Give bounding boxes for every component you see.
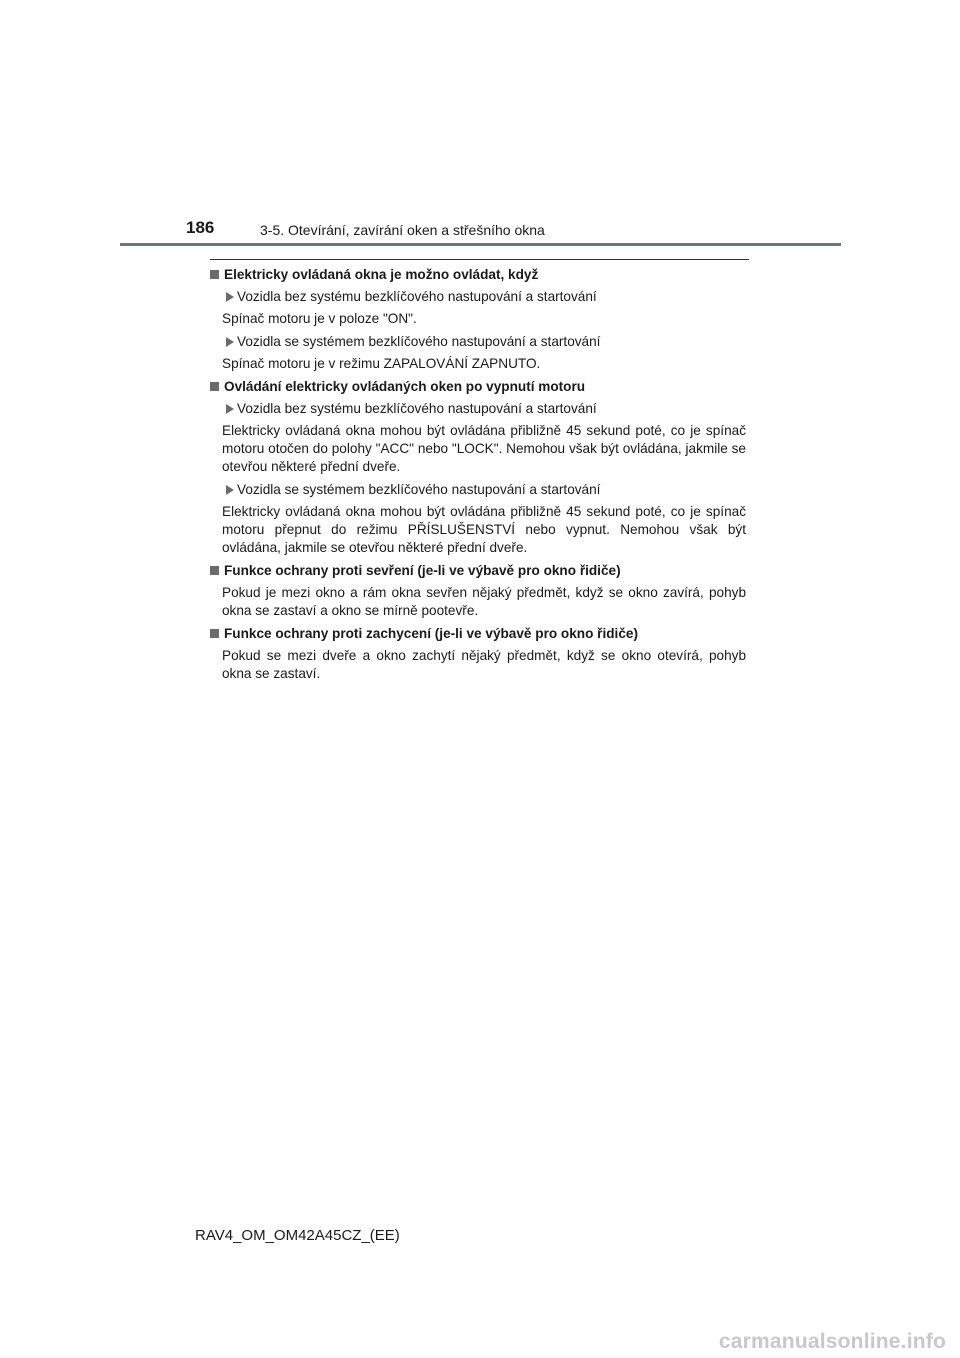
heading-text: Elektricky ovládaná okna je možno ovládat, když xyxy=(224,267,539,282)
square-bullet-icon xyxy=(210,382,219,391)
heading-text: Funkce ochrany proti zachycení (je-li ve výbavě pro okno řidiče) xyxy=(224,626,638,641)
sub-item-label-row xyxy=(222,481,746,499)
sub-item xyxy=(210,481,746,499)
triangle-bullet-icon xyxy=(226,485,234,495)
section-window-operation-conditions xyxy=(210,266,746,373)
triangle-bullet-icon xyxy=(226,404,234,414)
sub-item-label: Vozidla se systémem bezklíčového nastupování a startování xyxy=(237,482,601,497)
section-jam-protection xyxy=(210,562,746,620)
paragraph: Elektricky ovládaná okna mohou být ovládána přibližně 45 sekund poté, co je spínač motoru přepnut do režimu PŘÍSLUŠENSTVÍ nebo vypnut. Nemohou však být ovládána, jakmile se otevřou některé přední dveře. xyxy=(222,504,746,555)
paragraph: Spínač motoru je v režimu ZAPALOVÁNÍ ZAPNUTO. xyxy=(222,356,541,371)
triangle-bullet-icon xyxy=(226,292,234,302)
chapter-title: 3-5. Otevírání, zavírání oken a střešního okna xyxy=(260,222,545,238)
sub-item-label-row xyxy=(222,288,746,306)
header-rule xyxy=(120,243,841,246)
paragraph: Elektricky ovládaná okna mohou být ovládána přibližně 45 sekund poté, co je spínač motoru otočen do polohy "ACC" nebo "LOCK". Nemohou však být ovládána, jakmile se otevřou některé přední dveře. xyxy=(222,423,746,474)
section-heading xyxy=(210,378,746,396)
paragraph: Spínač motoru je v poloze "ON". xyxy=(222,311,417,326)
paragraph: Pokud je mezi okno a rám okna sevřen nějaký předmět, když se okno zavírá, pohyb okna se zastaví a okno se mírně pootevře. xyxy=(222,585,746,618)
sub-item xyxy=(210,288,746,306)
document-code: RAV4_OM_OM42A45CZ_(EE) xyxy=(195,1227,400,1244)
sub-item-label: Vozidla se systémem bezklíčového nastupování a startování xyxy=(237,334,601,349)
heading-text: Funkce ochrany proti sevření (je-li ve výbavě pro okno řidiče) xyxy=(224,563,621,578)
sub-item xyxy=(210,333,746,351)
triangle-bullet-icon xyxy=(226,337,234,347)
watermark: carmanualsonline.info xyxy=(718,1330,946,1353)
sub-item-label: Vozidla bez systému bezklíčového nastupování a startování xyxy=(237,401,597,416)
section-heading xyxy=(210,562,746,580)
sub-item-label-row xyxy=(222,333,746,351)
square-bullet-icon xyxy=(210,566,219,575)
square-bullet-icon xyxy=(210,270,219,279)
section-catch-protection xyxy=(210,625,746,683)
content xyxy=(210,266,746,688)
sub-item-label: Vozidla bez systému bezklíčového nastupování a startování xyxy=(237,289,597,304)
page-number: 186 xyxy=(186,218,215,237)
paragraph: Pokud se mezi dveře a okno zachytí nějaký předmět, když se okno otevírá, pohyb okna se zastaví. xyxy=(222,648,746,681)
section-after-engine-off xyxy=(210,378,746,557)
section-heading xyxy=(210,266,746,284)
section-heading xyxy=(210,625,746,643)
content-divider xyxy=(210,259,749,260)
sub-item-label-row xyxy=(222,400,746,418)
heading-text: Ovládání elektricky ovládaných oken po vypnutí motoru xyxy=(224,379,586,394)
square-bullet-icon xyxy=(210,629,219,638)
sub-item xyxy=(210,400,746,418)
